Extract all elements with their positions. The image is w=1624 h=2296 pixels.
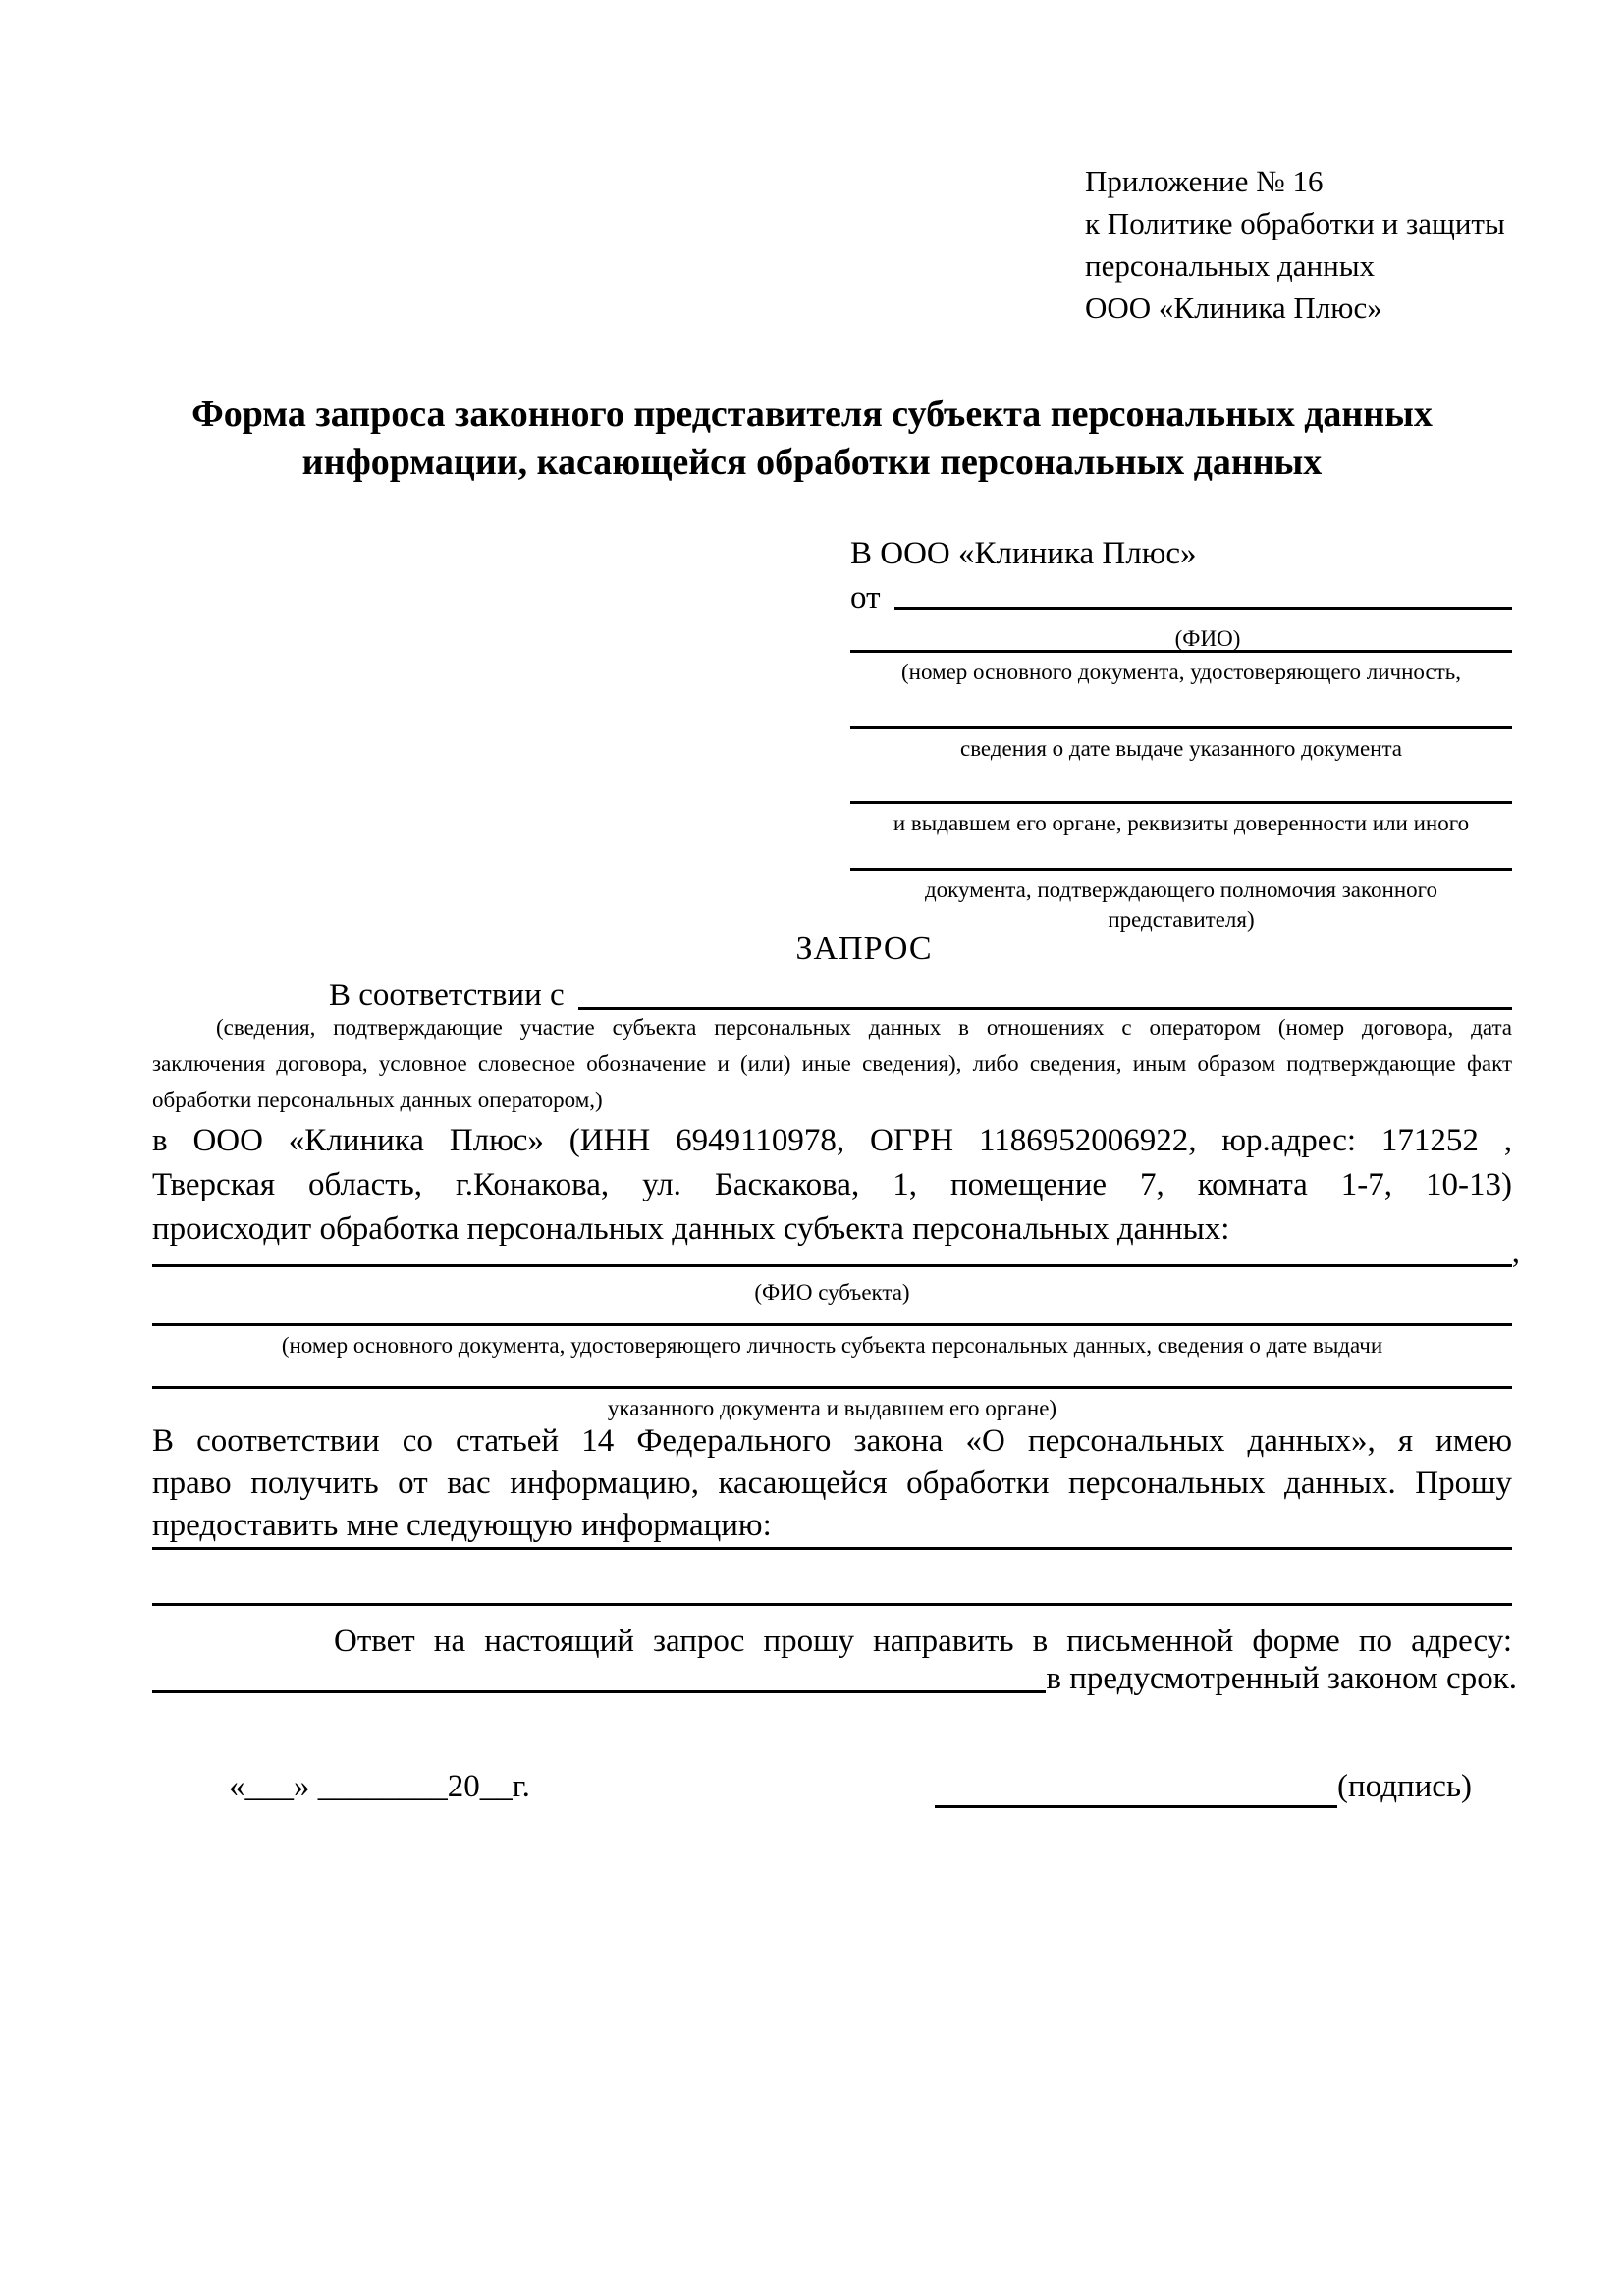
- reply-address-blank-line: [152, 1690, 1046, 1693]
- subject-document-caption-bottom: указанного документа и выдавшем его органе): [607, 1396, 1057, 1420]
- accordance-line: [152, 976, 1512, 1017]
- issuing-authority-blank-line: [850, 768, 1512, 804]
- appendix-note-line: к Политике обработки и защиты: [1085, 206, 1505, 240]
- issue-date-blank-line: [850, 693, 1512, 729]
- subject-fio-caption: (ФИО субъекта): [754, 1280, 910, 1305]
- operator-paragraph-line2: Тверская область, г.Конакова, ул. Баскакова, 1, помещение 7, комната 1-7, 10-13): [152, 1167, 1512, 1202]
- document-title-line2: информации, касающейся обработки персональных данных: [301, 442, 1323, 483]
- reply-paragraph-tail: в предусмотренный законом срок.: [1046, 1661, 1517, 1696]
- subject-fio-blank-line: [152, 1264, 1512, 1267]
- appendix-note-line: персональных данных: [1085, 248, 1376, 283]
- footer-row: [152, 1767, 1517, 1808]
- appendix-note: [1085, 160, 1505, 329]
- addressee-to: В ООО «Клиника Плюс»: [850, 536, 1197, 571]
- info-blank-line2: [152, 1573, 1512, 1606]
- authority-document-blank-line: [850, 834, 1512, 871]
- accordance-label: В соответствии с: [329, 978, 565, 1013]
- info-blank-line1: [152, 1517, 1512, 1550]
- signature-caption: (подпись): [1337, 1769, 1472, 1804]
- operator-paragraph-line1: в ООО «Клиника Плюс» (ИНН 6949110978, ОГРН 1186952006922, юр.адрес: 171252 ,: [152, 1123, 1512, 1158]
- issue-date-caption: сведения о дате выдаче указанного документа: [959, 736, 1403, 761]
- reply-address-row: [152, 1661, 1517, 1700]
- subject-document-blank-line: [152, 1294, 1512, 1326]
- addressee-from-line: [850, 577, 1512, 616]
- smallprint-line3: обработки персональных данных оператором,): [152, 1088, 603, 1112]
- from-label: от: [850, 580, 881, 615]
- signature-blank-line: [935, 1772, 1337, 1808]
- smallprint-line2: заключения договора, условное словесное обозначение и (или) иные сведения), либо сведения, иным образом подтверждающие факт: [152, 1051, 1512, 1076]
- subject-document-caption-top: (номер основного документа, удостоверяющего личность субъекта персональных данных, сведения о дате выдачи: [281, 1333, 1383, 1358]
- authority-document-caption: документа, подтверждающего полномочия законного представителя): [924, 878, 1437, 932]
- date-blank-line: «___» ________20__г.: [229, 1769, 530, 1804]
- reply-paragraph-line1: Ответ на настоящий запрос прошу направить в письменной форме по адресу:: [334, 1624, 1512, 1659]
- appendix-note-line: Приложение № 16: [1085, 164, 1324, 198]
- accordance-blank-line: [578, 1007, 1512, 1010]
- law-paragraph-line1: В соответствии со статьей 14 Федерального закона «О персональных данных», я имею: [152, 1423, 1512, 1459]
- document-title: [0, 391, 1624, 487]
- law-paragraph-line2: право получить от вас информацию, касающейся обработки персональных данных. Прошу: [152, 1466, 1512, 1501]
- subject-document-blank-line2: [152, 1357, 1512, 1389]
- trailing-comma: ,: [1511, 1235, 1520, 1270]
- signature-group: [935, 1765, 1472, 1808]
- document-number-caption: (номер основного документа, удостоверяющего личность,: [900, 660, 1461, 684]
- fio-caption: (ФИО): [1174, 626, 1241, 651]
- issuing-authority-caption: и выдавшем его органе, реквизиты доверенности или иного: [893, 811, 1470, 835]
- document-title-line1: Форма запроса законного представителя субъекта персональных данных: [191, 394, 1433, 435]
- operator-paragraph-line3: происходит обработка персональных данных субъекта персональных данных:: [152, 1211, 1230, 1247]
- subject-fio-blank-row: [152, 1235, 1520, 1274]
- request-heading: ЗАПРОС: [795, 931, 933, 967]
- law-paragraph-line3: предоставить мне следующую информацию:: [152, 1508, 772, 1543]
- smallprint-line1: (сведения, подтверждающие участие субъекта персональных данных в отношениях с оператором (номер договора, дата: [216, 1015, 1512, 1040]
- appendix-note-line: ООО «Клиника Плюс»: [1085, 291, 1382, 325]
- fio-blank-line: [894, 607, 1513, 610]
- document-number-blank-line: [850, 616, 1512, 653]
